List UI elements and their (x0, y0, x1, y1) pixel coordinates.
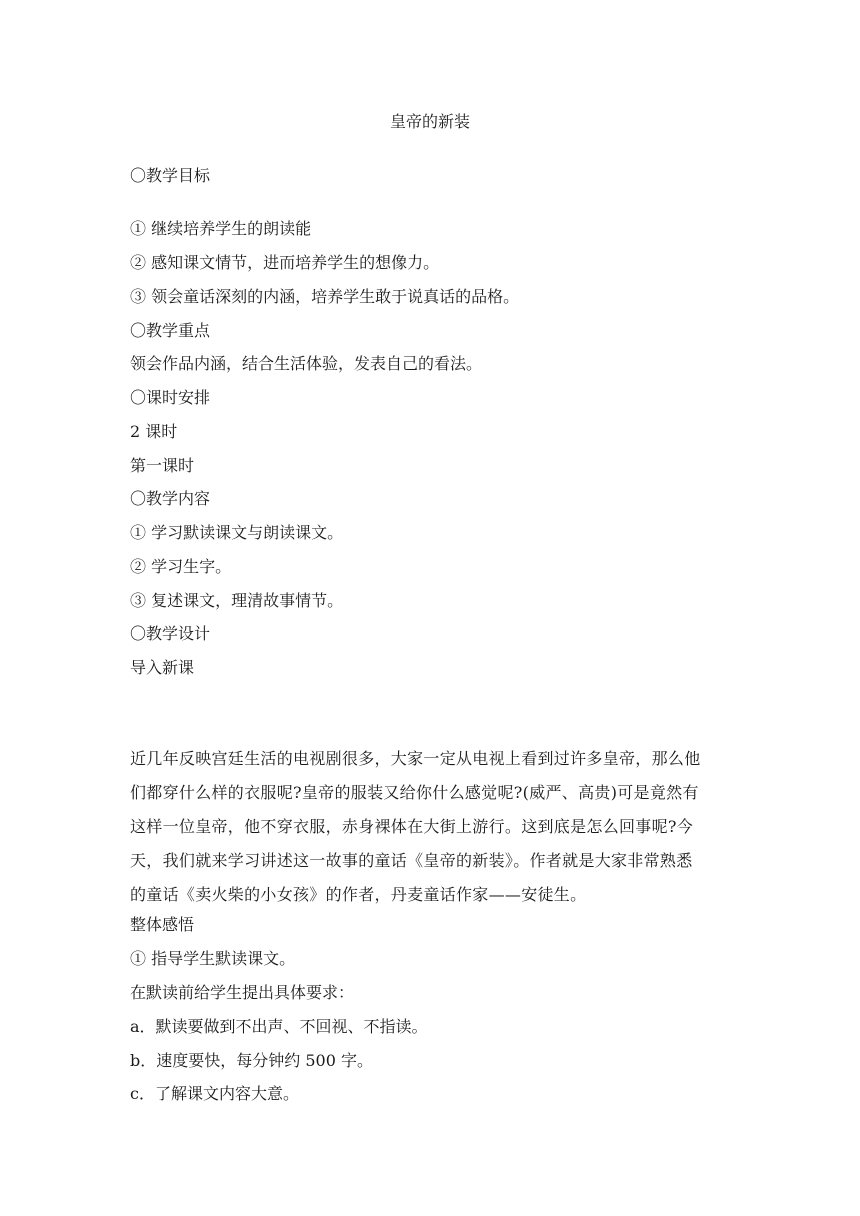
overall-perception-heading: 整体感悟 (130, 915, 195, 934)
document-title: 皇帝的新装 (389, 112, 470, 131)
intro-heading: 导入新课 (130, 658, 195, 677)
heading-teaching-focus: 〇教学重点 (130, 321, 211, 340)
paragraph-line: 的童话《卖火柴的小女孩》的作者，丹麦童话作家——安徒生。 (130, 885, 587, 904)
content-item-1: ① 学习默读课文与朗读课文。 (130, 523, 344, 542)
paragraph-line: 们都穿什么样的衣服呢?皇帝的服装又给你什么感觉呢?(威严、高贵)可是竟然有 (130, 783, 699, 802)
first-lesson-heading: 第一课时 (130, 456, 195, 475)
requirements-intro: 在默读前给学生提出具体要求： (130, 983, 355, 1002)
heading-teaching-content: 〇教学内容 (130, 489, 211, 508)
heading-schedule: 〇课时安排 (130, 388, 211, 407)
requirement-c: c．了解课文内容大意。 (130, 1084, 299, 1103)
paragraph-line: 这样一位皇帝，他不穿衣服，赤身裸体在大街上游行。这到底是怎么回事呢?今 (130, 817, 694, 836)
schedule-text: 2 课时 (130, 422, 178, 441)
goal-item-2: ② 感知课文情节，进而培养学生的想像力。 (130, 253, 440, 272)
intro-paragraph (130, 742, 730, 912)
heading-teaching-design: 〇教学设计 (130, 624, 211, 643)
heading-teaching-goals: 〇教学目标 (130, 166, 211, 185)
goal-item-3: ③ 领会童话深刻的内涵，培养学生敢于说真话的品格。 (130, 287, 520, 306)
paragraph-line: 近几年反映宫廷生活的电视剧很多，大家一定从电视上看到过许多皇帝，那么他 (130, 749, 701, 768)
content-item-2: ② 学习生字。 (130, 557, 232, 576)
content-item-3: ③ 复述课文，理清故事情节。 (130, 591, 344, 610)
focus-text: 领会作品内涵，结合生活体验，发表自己的看法。 (130, 354, 483, 373)
requirement-a: a．默读要做到不出声、不回视、不指读。 (130, 1017, 428, 1036)
perception-item-1: ① 指导学生默读课文。 (130, 949, 296, 968)
paragraph-line: 天，我们就来学习讲述这一故事的童话《皇帝的新装》。作者就是大家非常熟悉 (130, 851, 693, 870)
requirement-b: b．速度要快，每分钟约 500 字。 (130, 1051, 373, 1070)
goal-item-1: ① 继续培养学生的朗读能 (130, 219, 312, 238)
